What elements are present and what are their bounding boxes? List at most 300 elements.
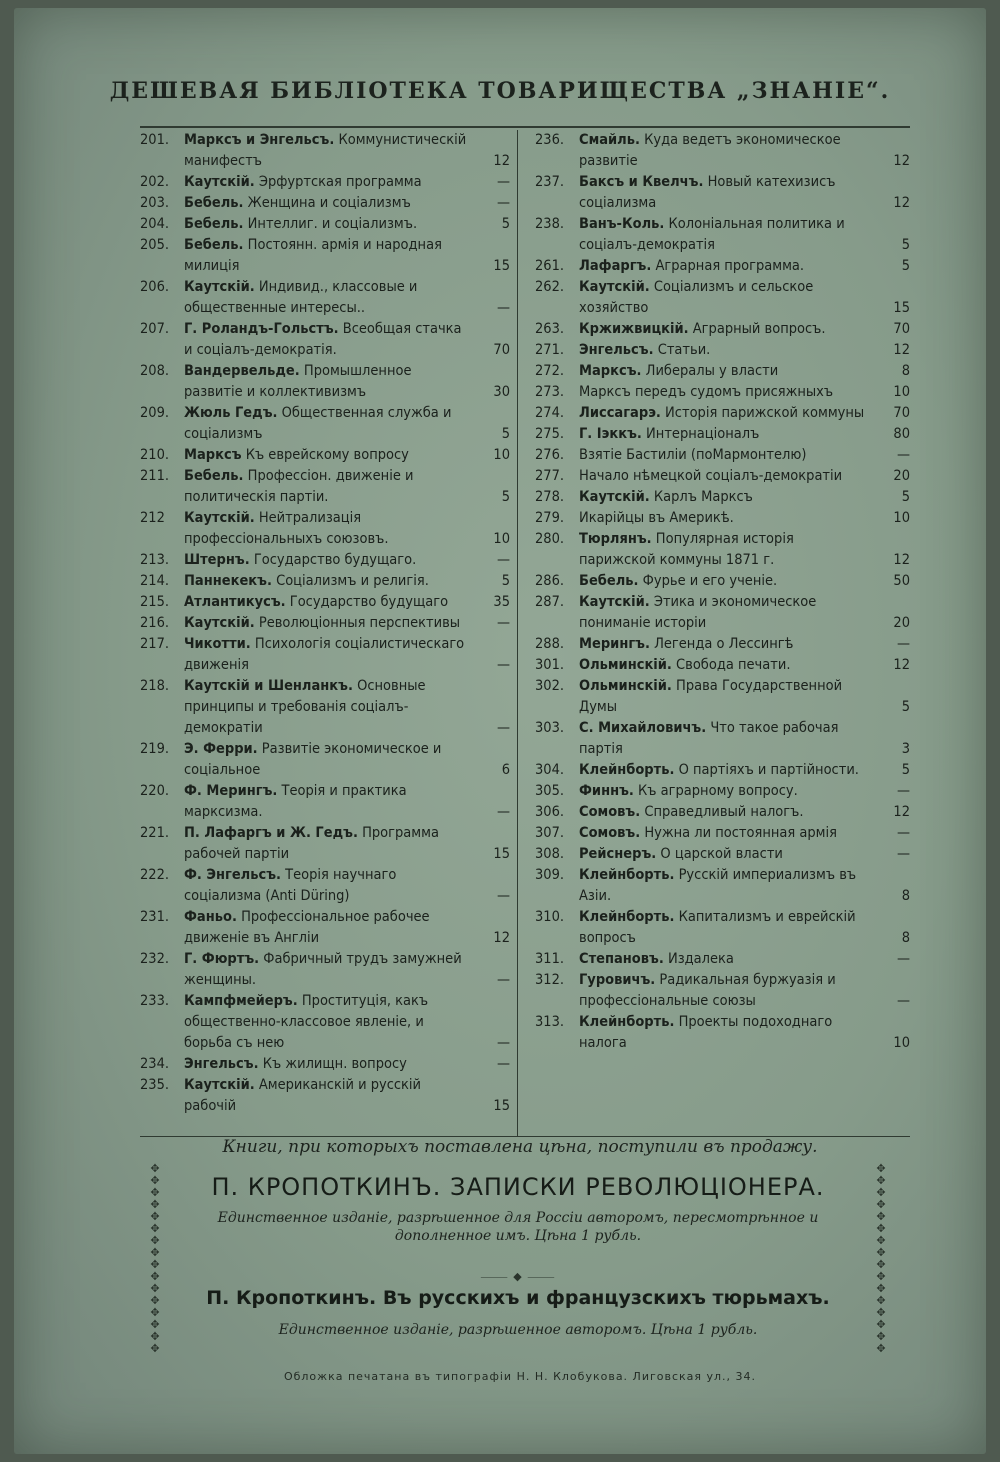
catalog-entry xyxy=(140,445,510,466)
entry-title: О царской власти xyxy=(660,846,783,862)
catalog-entry xyxy=(535,760,910,781)
entry-author: Лафаргъ. xyxy=(579,258,652,274)
entry-author: Ф. Энгельсъ. xyxy=(184,867,281,883)
entry-title: Популярная исторія парижской коммуны 1871 г. xyxy=(579,531,794,568)
entry-title-block xyxy=(579,844,878,865)
entry-author: С. Михайловичъ. xyxy=(579,720,707,736)
entry-price: — xyxy=(896,846,910,862)
catalog-entry xyxy=(140,361,510,403)
entry-number: 286. xyxy=(535,573,565,589)
entry-price: — xyxy=(496,195,510,211)
catalog-entry xyxy=(535,424,910,445)
entry-title-block xyxy=(184,466,478,508)
entry-author: Г. Фюртъ. xyxy=(184,951,260,967)
ad-title-prisons: П. Кропоткинъ. Въ русскихъ и французскихъ тюрьмахъ. xyxy=(206,1287,830,1309)
entry-author: Вандервельде. xyxy=(184,363,300,379)
entry-title-block xyxy=(184,403,478,445)
entry-title-block xyxy=(184,445,478,466)
entry-price: 15 xyxy=(893,300,910,316)
entry-title: Къ еврейскому вопросу xyxy=(245,447,409,463)
entry-title: Начало нѣмецкой соціалъ-демократіи xyxy=(579,468,843,484)
entry-title-block xyxy=(579,130,878,172)
catalog-entry xyxy=(140,571,510,592)
entry-title-block xyxy=(184,676,478,739)
entry-title-block xyxy=(579,718,878,760)
entry-number: 204. xyxy=(140,216,170,232)
entry-price: 10 xyxy=(493,447,510,463)
catalog-entry xyxy=(535,718,910,760)
catalog-entry xyxy=(535,256,910,277)
entry-number: 201. xyxy=(140,132,170,148)
catalog-entry xyxy=(535,340,910,361)
entry-title-block xyxy=(184,634,478,676)
entry-title-block xyxy=(184,508,478,550)
catalog-entry xyxy=(140,130,510,172)
catalog-entry xyxy=(140,214,510,235)
entry-author: Чикотти. xyxy=(184,636,251,652)
catalog-entry xyxy=(535,529,910,571)
catalog-entry xyxy=(140,319,510,361)
entry-number: 213. xyxy=(140,552,170,568)
entry-title-block xyxy=(184,277,478,319)
entry-author: Г. Іэккъ. xyxy=(579,426,642,442)
entry-price: 3 xyxy=(901,741,910,757)
entry-title-block xyxy=(579,445,878,466)
entry-number: 215. xyxy=(140,594,170,610)
catalog-entry xyxy=(140,781,510,823)
catalog-entry xyxy=(140,592,510,613)
availability-note: Книги, при которыхъ поставлена цѣна, поступили въ продажу. xyxy=(222,1137,818,1157)
entry-title: Постоянн. армія и народная милиція xyxy=(184,237,442,274)
catalog-entry xyxy=(140,466,510,508)
entry-price: 5 xyxy=(501,426,510,442)
entry-author: Каутскій. xyxy=(184,615,255,631)
entry-number: 276. xyxy=(535,447,565,463)
entry-author: Клейнборть. xyxy=(579,909,675,925)
catalog-entry xyxy=(535,865,910,907)
entry-price: — xyxy=(896,447,910,463)
catalog-entry xyxy=(535,844,910,865)
catalog-entry xyxy=(535,130,910,172)
entry-number: 302. xyxy=(535,678,565,694)
entry-title: Коммунистическій манифестъ xyxy=(184,132,467,169)
entry-number: 216. xyxy=(140,615,170,631)
entry-number: 207. xyxy=(140,321,170,337)
ornament-right: ✥✥✥✥✥✥✥✥✥✥✥✥✥✥✥✥ xyxy=(876,1163,886,1355)
catalog-entry xyxy=(535,970,910,1012)
catalog-entry xyxy=(140,823,510,865)
entry-price: 10 xyxy=(493,531,510,547)
entry-title: Соціализмъ и сельское хозяйство xyxy=(579,279,814,316)
entry-author: Марксъ. xyxy=(579,363,642,379)
entry-title: Свобода печати. xyxy=(676,657,791,673)
entry-number: 301. xyxy=(535,657,565,673)
entry-author: Марксъ и Энгельсъ. xyxy=(184,132,335,148)
entry-price: — xyxy=(496,888,510,904)
entry-author: Клейнборть. xyxy=(579,867,675,883)
entry-number: 234. xyxy=(140,1056,170,1072)
top-rule xyxy=(140,126,910,128)
catalog-entry xyxy=(535,823,910,844)
entry-title: Программа рабочей партіи xyxy=(184,825,439,862)
entry-price: 12 xyxy=(893,657,910,673)
catalog-entry xyxy=(140,991,510,1054)
entry-price: 8 xyxy=(901,888,910,904)
entry-author: Финнъ. xyxy=(579,783,634,799)
left-column xyxy=(140,130,510,1117)
catalog-entry xyxy=(140,403,510,445)
catalog-entry xyxy=(535,382,910,403)
entry-title: Статьи. xyxy=(657,342,711,358)
entry-number: 304. xyxy=(535,762,565,778)
entry-title: Справедливый налогъ. xyxy=(644,804,804,820)
entry-title-block xyxy=(184,130,478,172)
catalog-entry xyxy=(535,571,910,592)
entry-title: Интеллиг. и соціализмъ. xyxy=(247,216,418,232)
entry-title-block xyxy=(579,970,878,1012)
catalog-entry xyxy=(140,172,510,193)
entry-author: Э. Ферри. xyxy=(184,741,258,757)
entry-title-block xyxy=(579,529,878,571)
entry-author: Кампфмейеръ. xyxy=(184,993,298,1009)
entry-number: 310. xyxy=(535,909,565,925)
entry-author: Каутскій. xyxy=(184,1077,255,1093)
entry-number: 217. xyxy=(140,636,170,652)
entry-number: 305. xyxy=(535,783,565,799)
entry-title-block xyxy=(579,277,878,319)
catalog-entry xyxy=(535,1012,910,1054)
entry-title: Промышленное развитіе и коллективизмъ xyxy=(184,363,412,400)
entry-number: 218. xyxy=(140,678,170,694)
entry-title: Взятіе Бастиліи (поМармонтелю) xyxy=(579,447,807,463)
entry-title-block xyxy=(579,802,878,823)
entry-title: Издалека xyxy=(667,951,734,967)
entry-price: 30 xyxy=(493,384,510,400)
entry-price: 15 xyxy=(493,846,510,862)
entry-number: 220. xyxy=(140,783,170,799)
entry-author: Ольминскій. xyxy=(579,657,672,673)
entry-price: — xyxy=(496,1056,510,1072)
entry-price: — xyxy=(496,720,510,736)
entry-author: Паннекекъ. xyxy=(184,573,272,589)
entry-title: Икарійцы въ Америкѣ. xyxy=(579,510,734,526)
entry-number: 309. xyxy=(535,867,565,883)
catalog-entry xyxy=(140,739,510,781)
catalog-entry xyxy=(535,403,910,424)
right-column xyxy=(535,130,910,1054)
entry-title-block xyxy=(579,361,878,382)
entry-price: 20 xyxy=(893,615,910,631)
entry-number: 203. xyxy=(140,195,170,211)
entry-author: Мерингъ. xyxy=(579,636,650,652)
entry-title: Радикальная буржуазія и профессіональные союзы xyxy=(579,972,836,1009)
entry-title: Къ аграрному вопросу. xyxy=(638,783,798,799)
entry-number: 273. xyxy=(535,384,565,400)
catalog-entry xyxy=(535,487,910,508)
entry-title-block xyxy=(579,424,878,445)
entry-title-block xyxy=(184,214,478,235)
entry-title-block xyxy=(579,466,878,487)
entry-author: Тюрлянъ. xyxy=(579,531,652,547)
entry-title: Революціонныя перспективы xyxy=(258,615,461,631)
entry-number: 288. xyxy=(535,636,565,652)
entry-author: Жюль Гедъ. xyxy=(184,405,278,421)
catalog-entry xyxy=(535,907,910,949)
entry-title: Фурье и его ученіе. xyxy=(642,573,778,589)
catalog-entry xyxy=(140,550,510,571)
catalog-entry xyxy=(535,277,910,319)
entry-price: 12 xyxy=(893,804,910,820)
catalog-entry xyxy=(140,508,510,550)
entry-title-block xyxy=(579,949,878,970)
entry-title: Этика и экономическое пониманіе исторіи xyxy=(579,594,817,631)
entry-number: 275. xyxy=(535,426,565,442)
entry-title-block xyxy=(579,676,878,718)
entry-author: Энгельсъ. xyxy=(184,1056,259,1072)
entry-number: 311. xyxy=(535,951,565,967)
entry-price: 10 xyxy=(893,510,910,526)
entry-title-block xyxy=(184,361,478,403)
entry-author: Энгельсъ. xyxy=(579,342,654,358)
entry-title-block xyxy=(184,823,478,865)
entry-title-block xyxy=(579,823,878,844)
entry-price: 15 xyxy=(493,258,510,274)
entry-author: Каутскій. xyxy=(579,489,650,505)
entry-title-block xyxy=(184,949,478,991)
entry-number: 312. xyxy=(535,972,565,988)
entry-author: Сомовъ. xyxy=(579,804,641,820)
entry-number: 235. xyxy=(140,1077,170,1093)
catalog-entry xyxy=(535,214,910,256)
catalog-entry xyxy=(140,949,510,991)
entry-title-block xyxy=(579,508,878,529)
entry-author: Клейнборть. xyxy=(579,762,675,778)
entry-title: Аграрный вопросъ. xyxy=(692,321,826,337)
entry-title: Профессіональное рабочее движеніе въ Англіи xyxy=(184,909,430,946)
entry-title-block xyxy=(579,592,878,634)
entry-title-block xyxy=(184,550,478,571)
entry-number: 214. xyxy=(140,573,170,589)
entry-price: — xyxy=(896,825,910,841)
entry-title-block xyxy=(579,634,878,655)
catalog-entry xyxy=(535,508,910,529)
entry-title: Марксъ передъ судомъ присяжныхъ xyxy=(579,384,834,400)
entry-author: Гуровичъ. xyxy=(579,972,656,988)
entry-author: П. Лафаргъ и Ж. Гедъ. xyxy=(184,825,358,841)
catalog-entry xyxy=(140,193,510,214)
entry-author: Смайль. xyxy=(579,132,640,148)
entry-price: — xyxy=(496,300,510,316)
catalog-entry xyxy=(140,676,510,739)
entry-number: 211. xyxy=(140,468,170,484)
entry-number: 277. xyxy=(535,468,565,484)
entry-number: 219. xyxy=(140,741,170,757)
entry-author: Каутскій. xyxy=(579,279,650,295)
entry-title: Легенда о Лессингѣ xyxy=(654,636,794,652)
entry-price: 12 xyxy=(893,195,910,211)
entry-title: Общественная служба и соціализмъ xyxy=(184,405,452,442)
entry-title: Карлъ Марксъ xyxy=(653,489,753,505)
catalog-entry xyxy=(140,1054,510,1075)
entry-number: 278. xyxy=(535,489,565,505)
entry-number: 233. xyxy=(140,993,170,1009)
page-title: ДЕШЕВАЯ БИБЛІОТЕКА ТОВАРИЩЕСТВА „ЗНАНІЕ“. xyxy=(109,78,891,104)
entry-title-block xyxy=(579,760,878,781)
entry-price: 5 xyxy=(901,258,910,274)
entry-title-block xyxy=(184,571,478,592)
entry-price: 5 xyxy=(501,216,510,232)
entry-title-block xyxy=(579,319,878,340)
catalog-entry xyxy=(140,865,510,907)
entry-author: Фаньо. xyxy=(184,909,237,925)
entry-author: Сомовъ. xyxy=(579,825,641,841)
entry-title: Куда ведетъ экономическое развитіе xyxy=(579,132,841,169)
entry-author: Каутскій. xyxy=(579,594,650,610)
entry-price: 10 xyxy=(893,1035,910,1051)
entry-title-block xyxy=(579,382,878,403)
entry-title: Профессіон. движеніе и политическія партіи. xyxy=(184,468,414,505)
entry-number: 263. xyxy=(535,321,565,337)
entry-author: Г. Роландъ-Гольстъ. xyxy=(184,321,339,337)
entry-title-block xyxy=(184,613,478,634)
entry-price: 10 xyxy=(893,384,910,400)
entry-title: Индивид., классовые и общественные интересы.. xyxy=(184,279,418,316)
entry-title: Проституція, какъ общественно-классовое явленіе, и борьба съ нею xyxy=(184,993,429,1051)
entry-number: 274. xyxy=(535,405,565,421)
entry-author: Каутскій. xyxy=(184,174,255,190)
catalog-entry xyxy=(535,949,910,970)
entry-price: 5 xyxy=(501,489,510,505)
entry-price: 80 xyxy=(893,426,910,442)
entry-title: Къ жилищн. вопросу xyxy=(262,1056,407,1072)
catalog-entry xyxy=(140,1075,510,1117)
entry-title-block xyxy=(184,781,478,823)
entry-author: Марксъ xyxy=(184,447,242,463)
catalog-entry xyxy=(140,235,510,277)
entry-title-block xyxy=(579,403,878,424)
entry-number: 303. xyxy=(535,720,565,736)
entry-author: Штернъ. xyxy=(184,552,250,568)
entry-title: Американскій и русскій рабочій xyxy=(184,1077,422,1114)
catalog-entry xyxy=(535,445,910,466)
catalog-entry xyxy=(535,634,910,655)
entry-price: 5 xyxy=(901,489,910,505)
catalog-entry xyxy=(535,781,910,802)
entry-number: 208. xyxy=(140,363,170,379)
entry-title: Теорія научнаго соціализма (Anti Düring) xyxy=(184,867,397,904)
entry-title-block xyxy=(579,655,878,676)
entry-author: Ольминскій. xyxy=(579,678,672,694)
entry-title: Аграрная программа. xyxy=(655,258,805,274)
entry-price: 70 xyxy=(893,321,910,337)
entry-price: 12 xyxy=(893,342,910,358)
ornament-left: ✥✥✥✥✥✥✥✥✥✥✥✥✥✥✥✥ xyxy=(150,1163,160,1355)
entry-number: 231. xyxy=(140,909,170,925)
entry-title: Теорія и практика марксизма. xyxy=(184,783,407,820)
entry-price: — xyxy=(496,972,510,988)
entry-number: 279. xyxy=(535,510,565,526)
catalog-entry xyxy=(535,319,910,340)
entry-author: Лиссагарэ. xyxy=(579,405,661,421)
entry-number: 206. xyxy=(140,279,170,295)
ad-subtitle-prisons: Единственное изданіе, разрѣшенное авторомъ. Цѣна 1 рубль. xyxy=(278,1322,758,1338)
entry-title-block xyxy=(184,991,478,1054)
entry-title: Интернаціоналъ xyxy=(646,426,760,442)
entry-title-block xyxy=(184,1075,478,1117)
catalog-entry xyxy=(535,676,910,718)
entry-title-block xyxy=(184,592,478,613)
entry-number: 280. xyxy=(535,531,565,547)
catalog-entry xyxy=(535,466,910,487)
entry-price: — xyxy=(496,552,510,568)
entry-title-block xyxy=(184,739,478,781)
entry-title: Государство будущаго xyxy=(289,594,449,610)
catalog-entry xyxy=(140,277,510,319)
entry-number: 202. xyxy=(140,174,170,190)
entry-title: О партіяхъ и партійности. xyxy=(678,762,859,778)
printer-imprint: Обложка печатана въ типографіи Н. Н. Клобукова. Лиговская ул., 34. xyxy=(283,1370,757,1383)
entry-price: — xyxy=(496,174,510,190)
entry-number: 272. xyxy=(535,363,565,379)
entry-title: Либералы у власти xyxy=(645,363,779,379)
catalog-entry xyxy=(535,802,910,823)
entry-number: 262. xyxy=(535,279,565,295)
entry-price: 12 xyxy=(893,552,910,568)
entry-author: Баксъ и Квелчъ. xyxy=(579,174,704,190)
entry-price: — xyxy=(896,993,910,1009)
entry-title: Психологія соціалистическаго движенія xyxy=(184,636,465,673)
entry-author: Бебель. xyxy=(184,216,244,232)
entry-title-block xyxy=(579,487,878,508)
entry-number: 313. xyxy=(535,1014,565,1030)
entry-title: Колоніальная политика и соціалъ-демократія xyxy=(579,216,845,253)
entry-price: 15 xyxy=(493,1098,510,1114)
entry-title: Что такое рабочая партія xyxy=(579,720,839,757)
catalog-entry xyxy=(535,592,910,634)
entry-number: 237. xyxy=(535,174,565,190)
entry-title-block xyxy=(184,172,478,193)
entry-number: 209. xyxy=(140,405,170,421)
entry-title-block xyxy=(184,319,478,361)
entry-number: 221. xyxy=(140,825,170,841)
entry-price: 20 xyxy=(893,468,910,484)
entry-title: Исторія парижской коммуны xyxy=(665,405,865,421)
ad-title-memoirs: П. КРОПОТКИНЪ. ЗАПИСКИ РЕВОЛЮЦІОНЕРА. xyxy=(211,1173,825,1201)
entry-author: Клейнборть. xyxy=(579,1014,675,1030)
entry-price: — xyxy=(896,636,910,652)
entry-author: Кржижвицкій. xyxy=(579,321,689,337)
entry-price: 5 xyxy=(901,762,910,778)
entry-number: 222. xyxy=(140,867,170,883)
entry-title: Капитализмъ и еврейскій вопросъ xyxy=(579,909,856,946)
entry-title: Права Государственной Думы xyxy=(579,678,843,715)
entry-price: 12 xyxy=(493,930,510,946)
catalog-entry xyxy=(535,361,910,382)
entry-title-block xyxy=(184,1054,478,1075)
entry-price: — xyxy=(496,804,510,820)
entry-title-block xyxy=(579,214,878,256)
catalog-entry xyxy=(140,613,510,634)
catalog-entry xyxy=(140,907,510,949)
entry-price: 5 xyxy=(901,699,910,715)
entry-number: 210. xyxy=(140,447,170,463)
entry-title-block xyxy=(579,865,878,907)
entry-title: Основные принципы и требованія соціалъ-демократіи xyxy=(184,678,426,736)
entry-price: 5 xyxy=(501,573,510,589)
entry-title: Новый катехизисъ соціализма xyxy=(579,174,836,211)
entry-author: Степановъ. xyxy=(579,951,664,967)
entry-price: 35 xyxy=(493,594,510,610)
